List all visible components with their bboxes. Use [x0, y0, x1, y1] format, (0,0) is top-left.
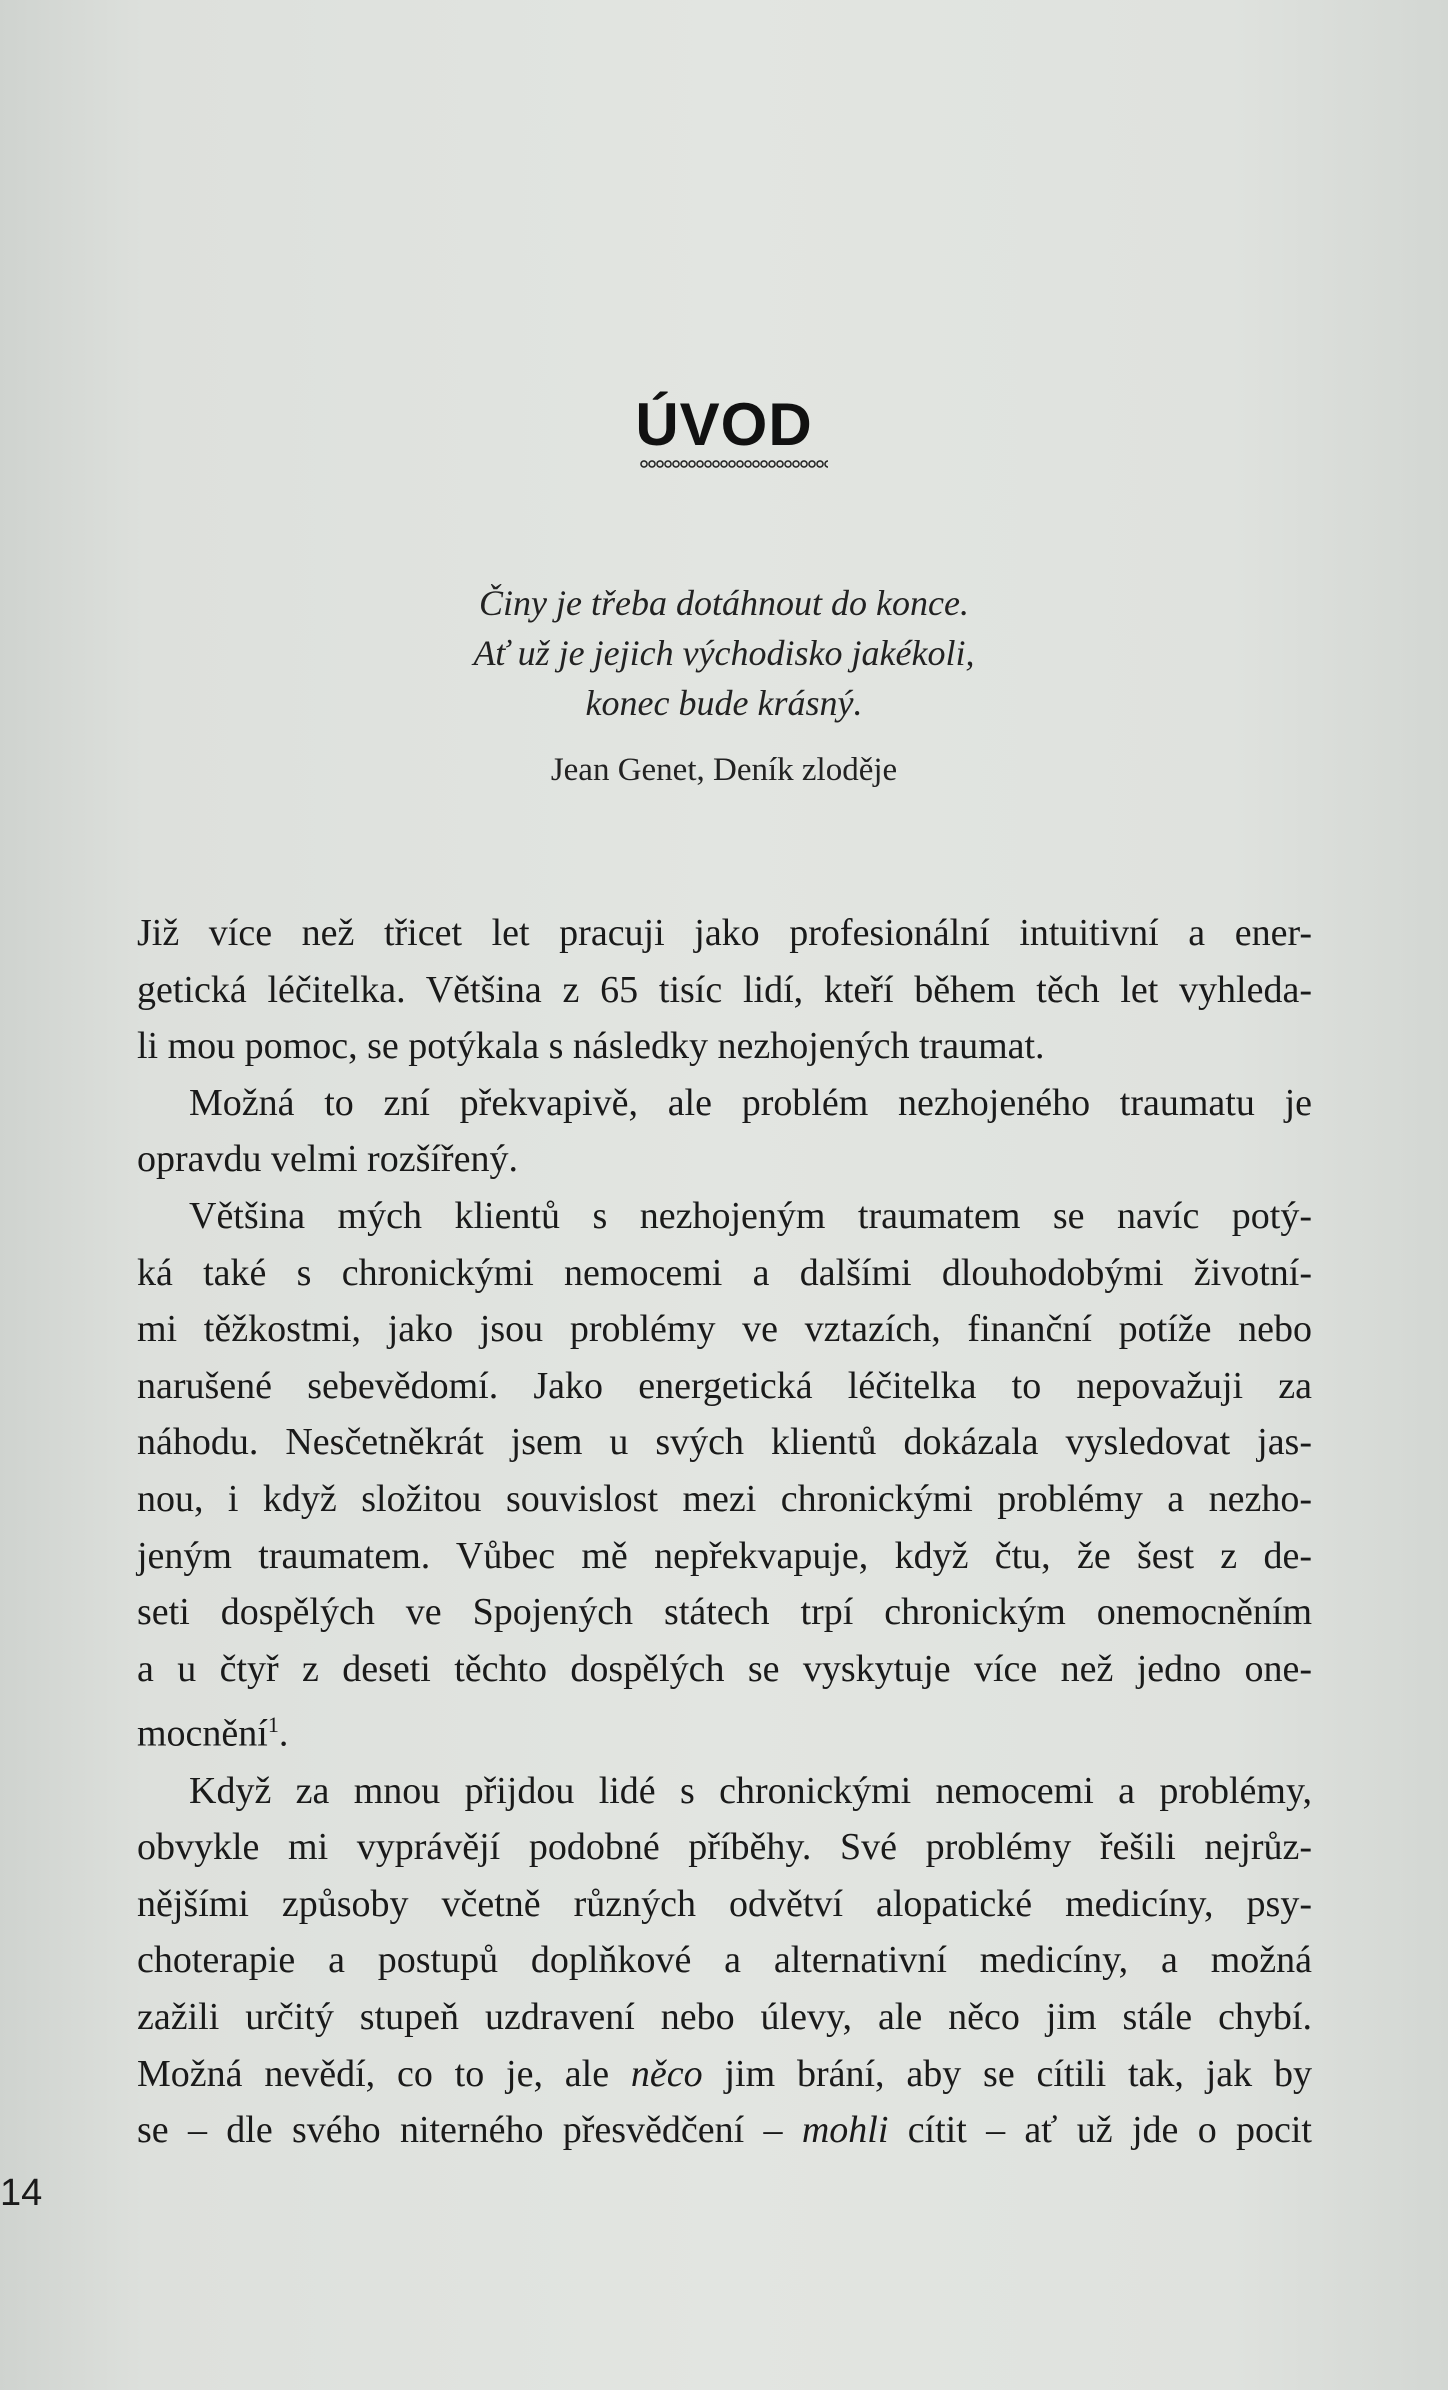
- chapter-title: ÚVOD: [635, 391, 813, 458]
- epigraph-line: Činy je třeba dotáhnout do konce.: [479, 583, 969, 623]
- footnote-marker: 1: [267, 1712, 279, 1738]
- text-line: li mou pomoc, se potýkala s následky nezhojených traumat.: [137, 1025, 1045, 1068]
- text-line: opravdu velmi rozšířený.: [137, 1138, 518, 1181]
- text-line: Když za mnou přijdou lidé s chronickými nemocemi a problémy,: [189, 1769, 1312, 1812]
- epigraph-source: Jean Genet, Deník zloděje: [550, 752, 898, 788]
- text-line: mi těžkostmi, jako jsou problémy ve vztazích, finanční potíže nebo: [137, 1308, 1312, 1351]
- text-line: Již více než třicet let pracuji jako profesionální intuitivní a ener-: [137, 912, 1312, 954]
- text-line: [137, 1697, 1312, 1762]
- text-line: obvykle mi vyprávějí podobné příběhy. Své problémy řešili nejrůz-: [137, 1826, 1312, 1869]
- text-line: seti dospělých ve Spojených státech trpí chronickým onemocněním: [137, 1591, 1312, 1634]
- text-line: nou, i když složitou souvislost mezi chronickými problémy a nezho-: [137, 1477, 1312, 1520]
- epigraph: [0, 578, 1448, 728]
- text-line: nějšími způsoby včetně různých odvětví alopatické medicíny, psy-: [137, 1882, 1312, 1925]
- text-line: narušené sebevědomí. Jako energetická léčitelka to nepovažuji za: [137, 1364, 1312, 1407]
- text-fragment: jim brání, aby se cítili tak, jak by: [702, 2052, 1312, 2095]
- page-number: 14: [0, 2172, 43, 2214]
- body-text: [137, 905, 1312, 2159]
- text-line: choterapie a postupů doplňkové a alternativní medicíny, a možná: [137, 1939, 1312, 1982]
- text-line: Možná to zní překvapivě, ale problém nezhojeného traumatu je: [189, 1081, 1312, 1124]
- text-line: jeným traumatem. Vůbec mě nepřekvapuje, když čtu, že šest z de-: [137, 1534, 1312, 1577]
- title-ornament: [640, 459, 828, 469]
- text-line: a u čtyř z deseti těchto dospělých se vyskytuje více než jedno one-: [137, 1647, 1312, 1690]
- text-line: náhodu. Nesčetněkrát jsem u svých klientů dokázala vysledovat jas-: [137, 1421, 1312, 1464]
- text-line: [137, 2046, 1312, 2103]
- emphasis: něco: [630, 2052, 703, 2095]
- text-line: [137, 2102, 1312, 2159]
- text-line: Většina mých klientů s nezhojeným traumatem se navíc potý-: [189, 1194, 1312, 1237]
- text-fragment: se – dle svého niterného přesvědčení –: [137, 2109, 802, 2152]
- text-line: getická léčitelka. Většina z 65 tisíc lidí, kteří během těch let vyhleda-: [137, 968, 1312, 1011]
- text-line: zažili určitý stupeň uzdravení nebo úlevy, ale něco jim stále chybí.: [137, 1995, 1312, 2038]
- text-line: ká také s chronickými nemocemi a dalšími dlouhodobými životní-: [137, 1251, 1312, 1294]
- text-fragment: Možná nevědí, co to je, ale: [137, 2052, 631, 2095]
- text-fragment: mocnění: [137, 1712, 268, 1755]
- epigraph-line: Ať už je jejich východisko jakékoli,: [473, 633, 975, 673]
- text-fragment: cítit – ať už jde o pocit: [888, 2109, 1312, 2152]
- text-fragment: .: [278, 1712, 289, 1755]
- emphasis: mohli: [801, 2109, 889, 2152]
- epigraph-line: konec bude krásný.: [585, 683, 863, 723]
